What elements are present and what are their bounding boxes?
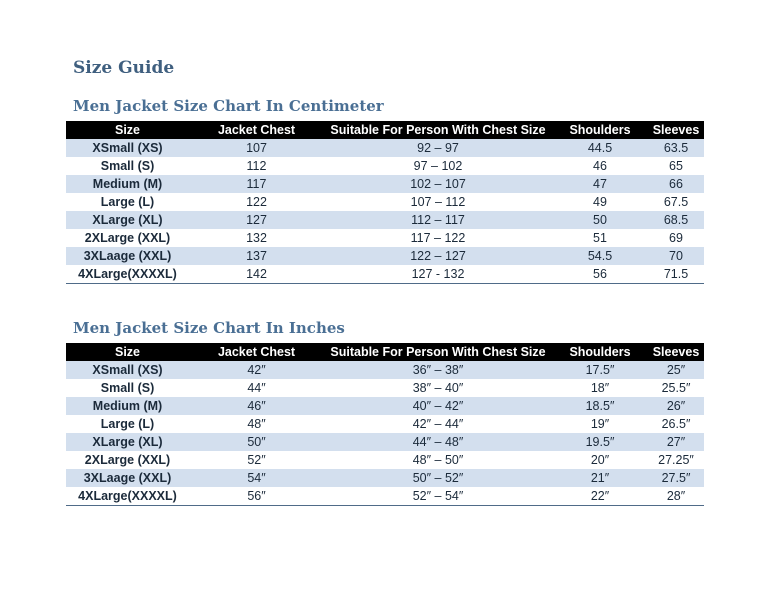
sleeves-cell: 66 xyxy=(648,175,704,193)
suitable-chest-cell: 117 – 122 xyxy=(410,231,466,245)
jacket-chest-cell: 52″ xyxy=(247,453,266,467)
jacket-chest-cell: 48″ xyxy=(247,417,266,431)
table-row xyxy=(66,247,704,265)
shoulders-cell: 18.5″ xyxy=(552,397,648,415)
sleeves-cell: 65 xyxy=(669,159,683,173)
size-cell: Large (L) xyxy=(100,417,155,431)
shoulders-cell: 21″ xyxy=(552,469,648,487)
size-cell: Large (L) xyxy=(100,195,155,209)
jacket-chest-cell: 122 xyxy=(246,195,267,209)
shoulders-cell: 20″ xyxy=(590,453,610,467)
column-header-jacket-chest: Jacket Chest xyxy=(189,343,324,361)
jacket-chest-cell: 42″ xyxy=(189,361,324,379)
jacket-chest-cell: 127 xyxy=(189,211,324,229)
size-cell: Small (S) xyxy=(100,381,155,395)
table-row xyxy=(66,433,704,451)
suitable-chest-cell: 102 – 107 xyxy=(324,175,552,193)
sleeves-cell: 71.5 xyxy=(663,267,689,281)
column-header-shoulders: Shoulders xyxy=(552,121,648,139)
suitable-chest-cell: 42″ – 44″ xyxy=(412,417,464,431)
table-row xyxy=(66,211,704,229)
jacket-chest-cell: 44″ xyxy=(247,381,266,395)
sleeves-cell: 69 xyxy=(669,231,683,245)
jacket-chest-cell: 56″ xyxy=(247,489,266,503)
shoulders-cell: 51 xyxy=(593,231,607,245)
page-title: Size Guide xyxy=(73,58,175,78)
jacket-chest-cell: 50″ xyxy=(189,433,324,451)
size-cell: 3XLaage (XXL) xyxy=(66,247,189,265)
table-header xyxy=(66,343,704,361)
table-row xyxy=(66,157,704,175)
size-cell: XSmall (XS) xyxy=(66,139,189,157)
suitable-chest-cell: 92 – 97 xyxy=(324,139,552,157)
table-row xyxy=(66,139,704,157)
shoulders-cell: 44.5 xyxy=(552,139,648,157)
sleeves-cell: 68.5 xyxy=(648,211,704,229)
table-row xyxy=(66,451,704,469)
jacket-chest-cell: 46″ xyxy=(189,397,324,415)
column-header-sleeves: Sleeves xyxy=(648,121,704,139)
sleeves-cell: 67.5 xyxy=(663,195,689,209)
size-cell: Small (S) xyxy=(100,159,155,173)
table-row xyxy=(66,175,704,193)
table-header xyxy=(66,121,704,139)
jacket-chest-cell: 107 xyxy=(189,139,324,157)
suitable-chest-cell: 112 – 117 xyxy=(324,211,552,229)
column-header-size: Size xyxy=(66,343,189,361)
table-row xyxy=(66,397,704,415)
column-header-suitable-chest: Suitable For Person With Chest Size xyxy=(324,343,552,361)
table-row xyxy=(66,487,704,506)
sleeves-cell: 26.5″ xyxy=(661,417,691,431)
column-header-size: Size xyxy=(66,121,189,139)
table-row xyxy=(66,361,704,379)
size-cell: 2XLarge (XXL) xyxy=(84,231,171,245)
size-cell: 3XLaage (XXL) xyxy=(66,469,189,487)
shoulders-cell: 47 xyxy=(552,175,648,193)
suitable-chest-cell: 122 – 127 xyxy=(324,247,552,265)
centimeter-table-title: Men Jacket Size Chart In Centimeter xyxy=(73,97,384,115)
suitable-chest-cell: 52″ – 54″ xyxy=(412,489,464,503)
suitable-chest-cell: 48″ – 50″ xyxy=(412,453,464,467)
shoulders-cell: 18″ xyxy=(590,381,610,395)
table-row xyxy=(66,265,704,284)
size-cell: Medium (M) xyxy=(66,397,189,415)
column-header-sleeves: Sleeves xyxy=(648,343,704,361)
table-row xyxy=(66,193,704,211)
column-header-suitable-chest: Suitable For Person With Chest Size xyxy=(324,121,552,139)
jacket-chest-cell: 112 xyxy=(246,159,267,173)
suitable-chest-cell: 44″ – 48″ xyxy=(324,433,552,451)
inch-size-table xyxy=(66,343,704,506)
centimeter-size-table xyxy=(66,121,704,284)
sleeves-cell: 70 xyxy=(648,247,704,265)
jacket-chest-cell: 142 xyxy=(246,267,267,281)
sleeves-cell: 28″ xyxy=(666,489,686,503)
suitable-chest-cell: 127 - 132 xyxy=(411,267,465,281)
sleeves-cell: 27.5″ xyxy=(648,469,704,487)
jacket-chest-cell: 137 xyxy=(189,247,324,265)
jacket-chest-cell: 117 xyxy=(189,175,324,193)
table-body xyxy=(66,139,704,284)
size-cell: XLarge (XL) xyxy=(66,211,189,229)
header-row xyxy=(66,121,704,139)
size-cell: 2XLarge (XXL) xyxy=(84,453,171,467)
column-header-shoulders: Shoulders xyxy=(552,343,648,361)
sleeves-cell: 26″ xyxy=(648,397,704,415)
sleeves-cell: 63.5 xyxy=(648,139,704,157)
shoulders-cell: 50 xyxy=(552,211,648,229)
shoulders-cell: 22″ xyxy=(590,489,610,503)
size-cell: 4XLarge(XXXXL) xyxy=(78,267,177,281)
jacket-chest-cell: 132 xyxy=(246,231,267,245)
size-cell: Medium (M) xyxy=(66,175,189,193)
table-body xyxy=(66,361,704,506)
suitable-chest-cell: 50″ – 52″ xyxy=(324,469,552,487)
suitable-chest-cell: 38″ – 40″ xyxy=(412,381,464,395)
table-row xyxy=(66,229,704,247)
column-header-jacket-chest: Jacket Chest xyxy=(189,121,324,139)
table-row xyxy=(66,415,704,433)
shoulders-cell: 56 xyxy=(593,267,607,281)
size-cell: XLarge (XL) xyxy=(66,433,189,451)
sleeves-cell: 25.5″ xyxy=(661,381,691,395)
suitable-chest-cell: 40″ – 42″ xyxy=(324,397,552,415)
table-row xyxy=(66,379,704,397)
table-row xyxy=(66,469,704,487)
suitable-chest-cell: 36″ – 38″ xyxy=(324,361,552,379)
shoulders-cell: 54.5 xyxy=(552,247,648,265)
size-cell: XSmall (XS) xyxy=(66,361,189,379)
shoulders-cell: 19″ xyxy=(590,417,610,431)
shoulders-cell: 17.5″ xyxy=(552,361,648,379)
suitable-chest-cell: 107 – 112 xyxy=(410,195,466,209)
shoulders-cell: 46 xyxy=(593,159,607,173)
size-cell: 4XLarge(XXXXL) xyxy=(78,489,177,503)
inch-table-title: Men Jacket Size Chart In Inches xyxy=(73,319,345,337)
shoulders-cell: 49 xyxy=(593,195,607,209)
suitable-chest-cell: 97 – 102 xyxy=(413,159,463,173)
header-row xyxy=(66,343,704,361)
sleeves-cell: 27″ xyxy=(648,433,704,451)
jacket-chest-cell: 54″ xyxy=(189,469,324,487)
sleeves-cell: 25″ xyxy=(648,361,704,379)
shoulders-cell: 19.5″ xyxy=(552,433,648,451)
sleeves-cell: 27.25″ xyxy=(658,453,694,467)
